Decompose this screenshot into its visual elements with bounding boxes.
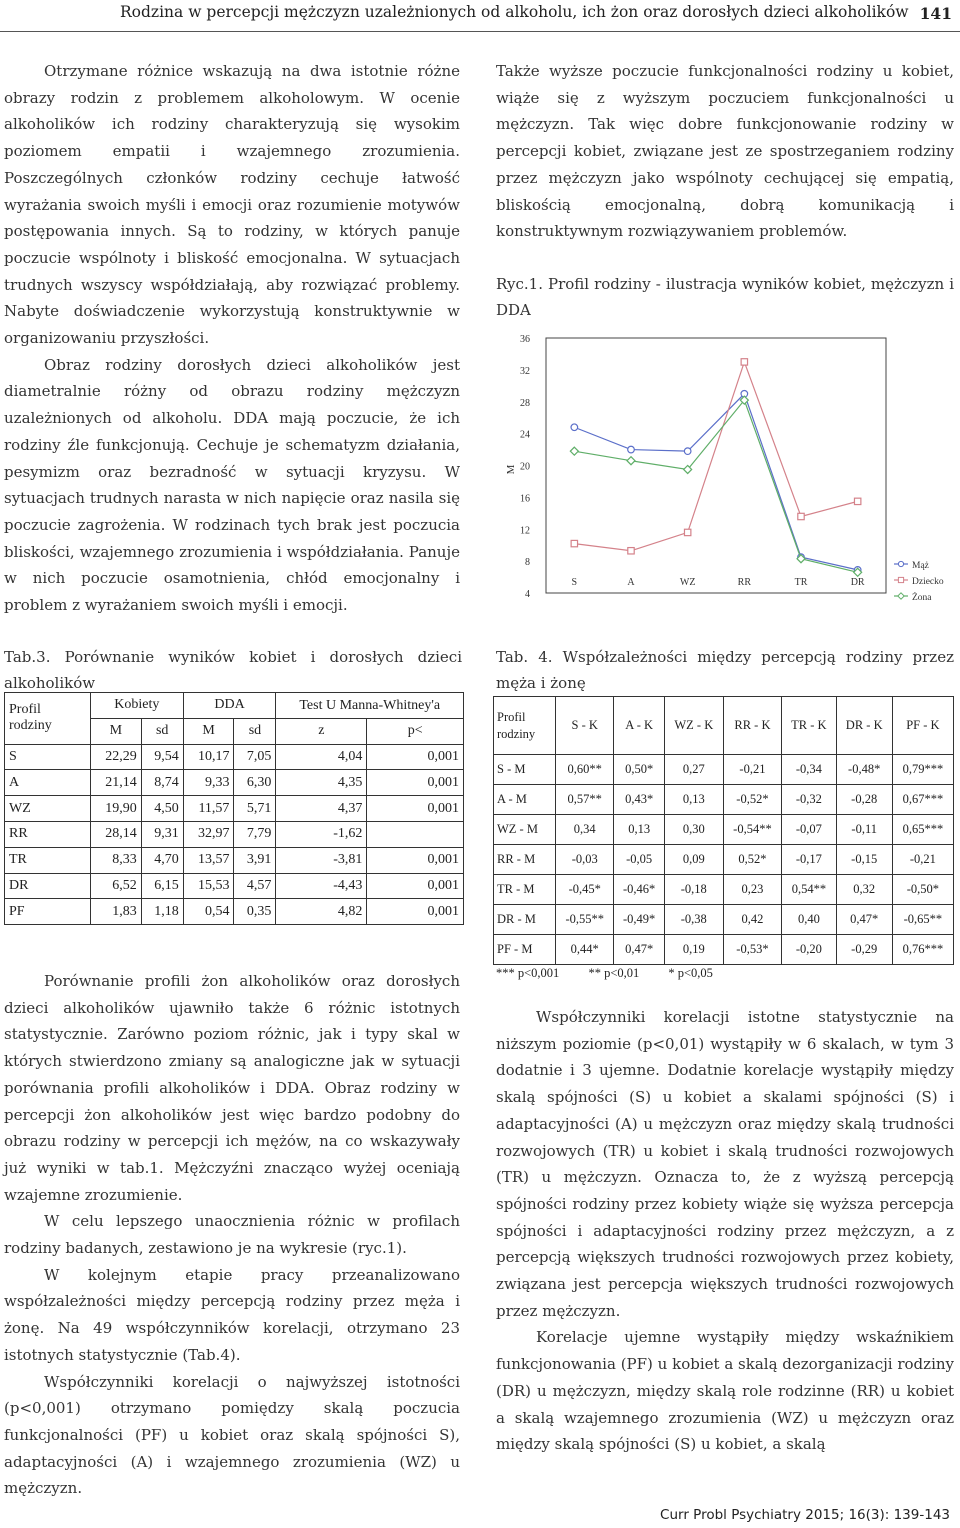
sig-level: * p<0,05 <box>668 966 713 980</box>
cell: -0,34 <box>782 755 836 785</box>
cell: -0,49* <box>614 905 664 935</box>
y-axis-label: M <box>505 464 517 475</box>
cell: 19,90 <box>91 796 142 822</box>
cell: A <box>5 770 91 796</box>
header-cell: TR - K <box>782 697 836 755</box>
cell: 1,18 <box>141 899 183 925</box>
header-cell: M <box>183 718 234 744</box>
cell: 7,05 <box>234 744 276 770</box>
cell: -0,29 <box>836 935 892 965</box>
table-row <box>494 935 954 965</box>
cell: 5,71 <box>234 796 276 822</box>
cell: 0,44* <box>556 935 614 965</box>
cell: -0,45* <box>556 875 614 905</box>
data-point <box>571 424 578 431</box>
family-profile-chart <box>496 328 956 618</box>
cell: 9,33 <box>183 770 234 796</box>
cell: 0,54** <box>782 875 836 905</box>
data-point <box>628 446 635 453</box>
cell: 0,001 <box>367 899 464 925</box>
table-row <box>5 821 464 847</box>
table-row <box>494 905 954 935</box>
cell: 8,33 <box>91 847 142 873</box>
cell: -0,46* <box>614 875 664 905</box>
cell: 4,50 <box>141 796 183 822</box>
cell: 4,37 <box>276 796 367 822</box>
x-tick-label: TR <box>794 577 808 588</box>
left-top-text <box>4 58 460 619</box>
header-cell: sd <box>234 718 276 744</box>
cell: -0,15 <box>836 845 892 875</box>
paragraph: Korelacje ujemne wystąpiły między wskaźnikiem funkcjonowania (PF) u kobiet a skalą dezorganizacji rodziny (DR) u mężczyzn, między skalą role rodzinne (RR) u kobiet a skalą wzajemnego zrozumienia (WZ) u mężczyzn oraz między skalą spójności (S) u kobiet, a skalą <box>496 1328 954 1454</box>
figure-caption: Ryc.1. Profil rodziny - ilustracja wyników kobiet, mężczyzn i DDA <box>496 275 954 319</box>
cell: 0,60** <box>556 755 614 785</box>
series-line <box>574 362 857 551</box>
running-header <box>0 0 960 32</box>
cell: -0,21 <box>723 755 781 785</box>
tab3-table <box>4 692 464 925</box>
cell: 4,04 <box>276 744 367 770</box>
table-row <box>5 770 464 796</box>
cell: 0,40 <box>782 905 836 935</box>
cell: 4,35 <box>276 770 367 796</box>
y-tick-label: 28 <box>520 397 530 409</box>
cell: -0,38 <box>664 905 723 935</box>
cell: -0,32 <box>782 785 836 815</box>
right-top-text <box>496 58 954 245</box>
table-row <box>5 796 464 822</box>
cell: -3,81 <box>276 847 367 873</box>
series-line <box>574 394 857 570</box>
cell: -0,55** <box>556 905 614 935</box>
data-point <box>571 540 577 546</box>
cell: -0,65** <box>892 905 953 935</box>
cell: 0,19 <box>664 935 723 965</box>
cell: -0,54** <box>723 815 781 845</box>
paragraph: Porównanie profili żon alkoholików oraz dorosłych dzieci alkoholików ujawniło także 6 różnic istotnych statystycznie. Zarówno poziom różnic, jak i typy skal w których stwierdzono zmiany są analogiczne jak w sytuacji porównania profili alkoholików i DDA. Obraz rodziny w percepcji żon alkoholików jest więc bardzo podobny do obrazu rodziny w percepcji ich mężów, na co wskazywały już wyniki w tab.1. Mężczyźni znacząco wyżej oceniają wzajemne zrozumienie. <box>4 972 460 1204</box>
cell: 9,31 <box>141 821 183 847</box>
page-number: 141 <box>919 4 952 23</box>
cell: -0,20 <box>782 935 836 965</box>
y-tick-label: 24 <box>520 429 530 441</box>
cell: 11,57 <box>183 796 234 822</box>
cell: -0,17 <box>782 845 836 875</box>
cell: 21,14 <box>91 770 142 796</box>
cell: WZ <box>5 796 91 822</box>
y-tick-label: 16 <box>520 493 530 505</box>
header-cell: DDA <box>183 693 276 719</box>
cell: PF - M <box>494 935 556 965</box>
cell: -0,28 <box>836 785 892 815</box>
cell: 28,14 <box>91 821 142 847</box>
cell: 0,001 <box>367 796 464 822</box>
cell: 0,13 <box>614 815 664 845</box>
table-row <box>5 744 464 770</box>
cell: 4,70 <box>141 847 183 873</box>
cell: 4,82 <box>276 899 367 925</box>
table-row <box>494 845 954 875</box>
cell: 0,43* <box>614 785 664 815</box>
y-tick-label: 8 <box>525 557 530 569</box>
cell: S - M <box>494 755 556 785</box>
cell: 32,97 <box>183 821 234 847</box>
cell: 0,65*** <box>892 815 953 845</box>
data-point <box>628 548 634 554</box>
cell: 0,79*** <box>892 755 953 785</box>
data-point <box>570 447 578 455</box>
cell: TR - M <box>494 875 556 905</box>
sig-level: *** p<0,001 <box>496 966 560 980</box>
y-tick-label: 12 <box>520 525 530 537</box>
data-point <box>684 448 691 455</box>
cell: -0,52* <box>723 785 781 815</box>
cell: TR <box>5 847 91 873</box>
tab3-caption: Tab.3. Porównanie wyników kobiet i dorosłych dzieci alkoholików <box>4 648 462 692</box>
legend-marker <box>898 561 903 566</box>
cell: 6,15 <box>141 873 183 899</box>
y-tick-label: 36 <box>520 334 530 345</box>
table-row <box>494 815 954 845</box>
cell: 0,09 <box>664 845 723 875</box>
cell: 6,52 <box>91 873 142 899</box>
cell: 0,30 <box>664 815 723 845</box>
cell: 0,57** <box>556 785 614 815</box>
header-cell: Profil rodziny <box>5 693 91 745</box>
paragraph: Obraz rodziny dorosłych dzieci alkoholików jest diametralnie różny od obrazu rodziny mężczyzn uzależnionych od alkoholu. DDA mają poczucie, że ich rodziny źle funkcjonują. Cechuje je schematyzm działania, pesymizm oraz bezradność w sytuacji kryzysu. W sytuacjach trudnych narasta w nich napięcie oraz nasila się poczucie zagrożenia. W rodzinach tych brak jest poczucia bliskości, wzajemnego zrozumienia i współdziałania. Panuje w nich poczucie osamotnienia, chłód emocjonalny i problem z wyrażaniem swoich myśli i emocji. <box>4 355 460 615</box>
right-bottom-text <box>496 1004 954 1458</box>
cell: 0,13 <box>664 785 723 815</box>
table-row <box>494 785 954 815</box>
cell: 6,30 <box>234 770 276 796</box>
header-cell: z <box>276 718 367 744</box>
legend-marker <box>898 593 904 599</box>
header-cell: PF - K <box>892 697 953 755</box>
cell: 13,57 <box>183 847 234 873</box>
header-cell: sd <box>141 718 183 744</box>
table-row <box>5 693 464 719</box>
paragraph: W celu lepszego unaocznienia różnic w profilach rodziny badanych, zestawiono je na wykresie (ryc.1). <box>4 1212 460 1258</box>
cell: -0,21 <box>892 845 953 875</box>
x-tick-label: WZ <box>679 577 696 588</box>
cell: 0,001 <box>367 744 464 770</box>
table-row <box>5 873 464 899</box>
cell: -1,62 <box>276 821 367 847</box>
table-row <box>5 847 464 873</box>
data-point <box>627 457 635 465</box>
cell: WZ - M <box>494 815 556 845</box>
cell: 0,23 <box>723 875 781 905</box>
cell: 0,001 <box>367 873 464 899</box>
cell: 0,47* <box>836 905 892 935</box>
y-tick-label: 4 <box>525 589 530 600</box>
x-tick-label: A <box>627 577 635 588</box>
cell: -0,07 <box>782 815 836 845</box>
cell: 3,91 <box>234 847 276 873</box>
table-row <box>494 875 954 905</box>
y-tick-label: 32 <box>520 365 530 377</box>
journal-citation: Curr Probl Psychiatry 2015; 16(3): 139-143 <box>660 1507 950 1523</box>
data-point <box>798 513 804 519</box>
cell: PF <box>5 899 91 925</box>
cell: 0,50* <box>614 755 664 785</box>
paragraph: W kolejnym etapie pracy przeanalizowano współzależności między percepcją rodziny przez męża i żonę. Na 49 współczynników korelacji, otrzymano 23 istotnych statystycznie (Tab.4). <box>4 1265 460 1364</box>
data-point <box>741 359 747 365</box>
cell: RR - M <box>494 845 556 875</box>
cell: 0,001 <box>367 770 464 796</box>
x-tick-label: DR <box>850 577 865 588</box>
paragraph: Współczynniki korelacji istotne statystycznie na niższym poziomie (p<0,01) wystąpiły w 6 skalach, w tym 3 dodatnie i 3 ujemne. Dodatnie korelacje wystąpiły między skalą spójności (S) u kobiet a skalami spójności (S) i adaptacyjności (A) u mężczyzn oraz między skalą trudności rozwojowych (TR) u kobiet i skalą trudności rozwojowych (TR) u mężczyzn. Oznacza to, że z wyższą percepcją spójności rodziny przez kobiety wiąże się wyższa percepcja spójności i adaptacyjności rodziny przez mężczyzn, a z percepcją większych trudności rozwojowych przez kobiety, związana jest percepcja większych trudności rozwojowych przez mężczyzn. <box>496 1008 954 1320</box>
cell: -4,43 <box>276 873 367 899</box>
cell: 1,83 <box>91 899 142 925</box>
cell: A - M <box>494 785 556 815</box>
y-tick-label: 20 <box>520 461 530 473</box>
header-cell: S - K <box>556 697 614 755</box>
header-cell: WZ - K <box>664 697 723 755</box>
header-cell: Test U Manna-Whitney'a <box>276 693 464 719</box>
cell: 7,79 <box>234 821 276 847</box>
tab4-caption: Tab. 4. Współzależności między percepcją rodziny przez męża i żonę <box>496 648 954 692</box>
series-line <box>574 400 857 572</box>
cell: 0,27 <box>664 755 723 785</box>
header-cell: M <box>91 718 142 744</box>
cell: 0,32 <box>836 875 892 905</box>
cell: 0,47* <box>614 935 664 965</box>
sig-level: ** p<0,01 <box>588 966 640 980</box>
legend-label: Żona <box>912 593 932 603</box>
cell: 0,76*** <box>892 935 953 965</box>
table-row <box>494 697 954 755</box>
cell: DR - M <box>494 905 556 935</box>
paragraph: Współczynniki korelacji o najwyższej istotności (p<0,001) otrzymano pomiędzy skalą poczucia funkcjonalności (PF) u kobiet oraz skalą spójności S), adaptacyjności (A) i wzajemnego zrozumienia (WZ) u mężczyzn. <box>4 1372 460 1498</box>
cell: 0,54 <box>183 899 234 925</box>
left-bottom-text <box>4 968 460 1502</box>
header-cell: Profil rodziny <box>494 697 556 755</box>
cell: RR <box>5 821 91 847</box>
legend-label: Dziecko <box>912 577 944 587</box>
cell: -0,05 <box>614 845 664 875</box>
plot-frame <box>546 338 886 593</box>
paragraph: Także wyższe poczucie funkcjonalności rodziny u kobiet, wiąże się z wyższym poczuciem funkcjonalności u mężczyzn. Tak więc dobre funkcjonowanie rodziny w percepcji kobiet, związane jest ze spostrzeganiem rodziny przez mężczyzn jako wspólnoty cechującej się empatią, bliskością emocjonalną, dobrą komunikacją i konstruktywnym rozwiązywaniem problemów. <box>496 62 954 241</box>
cell: -0,03 <box>556 845 614 875</box>
cell: S <box>5 744 91 770</box>
cell: 0,35 <box>234 899 276 925</box>
header-cell: RR - K <box>723 697 781 755</box>
cell: 0,67*** <box>892 785 953 815</box>
header-cell: DR - K <box>836 697 892 755</box>
cell <box>367 821 464 847</box>
legend-marker <box>898 577 903 582</box>
data-point <box>854 498 860 504</box>
tab4-table <box>493 696 954 965</box>
paragraph: Otrzymane różnice wskazują na dwa istotnie różne obrazy rodzin z problemem alkoholowym. W ocenie alkoholików ich rodziny charakteryzują się wysokim poziomem empatii i wzajemnego zrozumienia. Poszczególnych członków rodziny cechuje łatwość wyrażania swoich myśli i emocji oraz rozumienie motywów postępowania innych. Są to rodziny, w których panuje poczucie wspólnoty i bliskość emocjonalna. W sytuacjach trudnych wszyscy współdziałają, aby rozwiązać problemy. Nabyte doświadczenie wykorzystują konstruktywnie w organizowaniu przyszłości. <box>4 62 460 348</box>
cell: DR <box>5 873 91 899</box>
table-row <box>5 899 464 925</box>
cell: 9,54 <box>141 744 183 770</box>
cell: -0,48* <box>836 755 892 785</box>
cell: 8,74 <box>141 770 183 796</box>
legend-label: Mąż <box>912 561 929 571</box>
cell: -0,53* <box>723 935 781 965</box>
table-row <box>494 755 954 785</box>
cell: 15,53 <box>183 873 234 899</box>
x-tick-label: S <box>571 577 578 588</box>
running-title: Rodzina w percepcji mężczyzn uzależnionych od alkoholu, ich żon oraz dorosłych dzieci alkoholików <box>120 3 909 21</box>
cell: -0,11 <box>836 815 892 845</box>
cell: -0,50* <box>892 875 953 905</box>
significance-note <box>496 966 739 981</box>
cell: 0,001 <box>367 847 464 873</box>
cell: -0,18 <box>664 875 723 905</box>
header-cell: p< <box>367 718 464 744</box>
cell: 10,17 <box>183 744 234 770</box>
cell: 4,57 <box>234 873 276 899</box>
cell: 22,29 <box>91 744 142 770</box>
cell: 0,42 <box>723 905 781 935</box>
cell: 0,52* <box>723 845 781 875</box>
data-point <box>684 529 690 535</box>
header-cell: A - K <box>614 697 664 755</box>
cell: 0,34 <box>556 815 614 845</box>
x-tick-label: RR <box>737 577 752 588</box>
header-cell: Kobiety <box>91 693 184 719</box>
